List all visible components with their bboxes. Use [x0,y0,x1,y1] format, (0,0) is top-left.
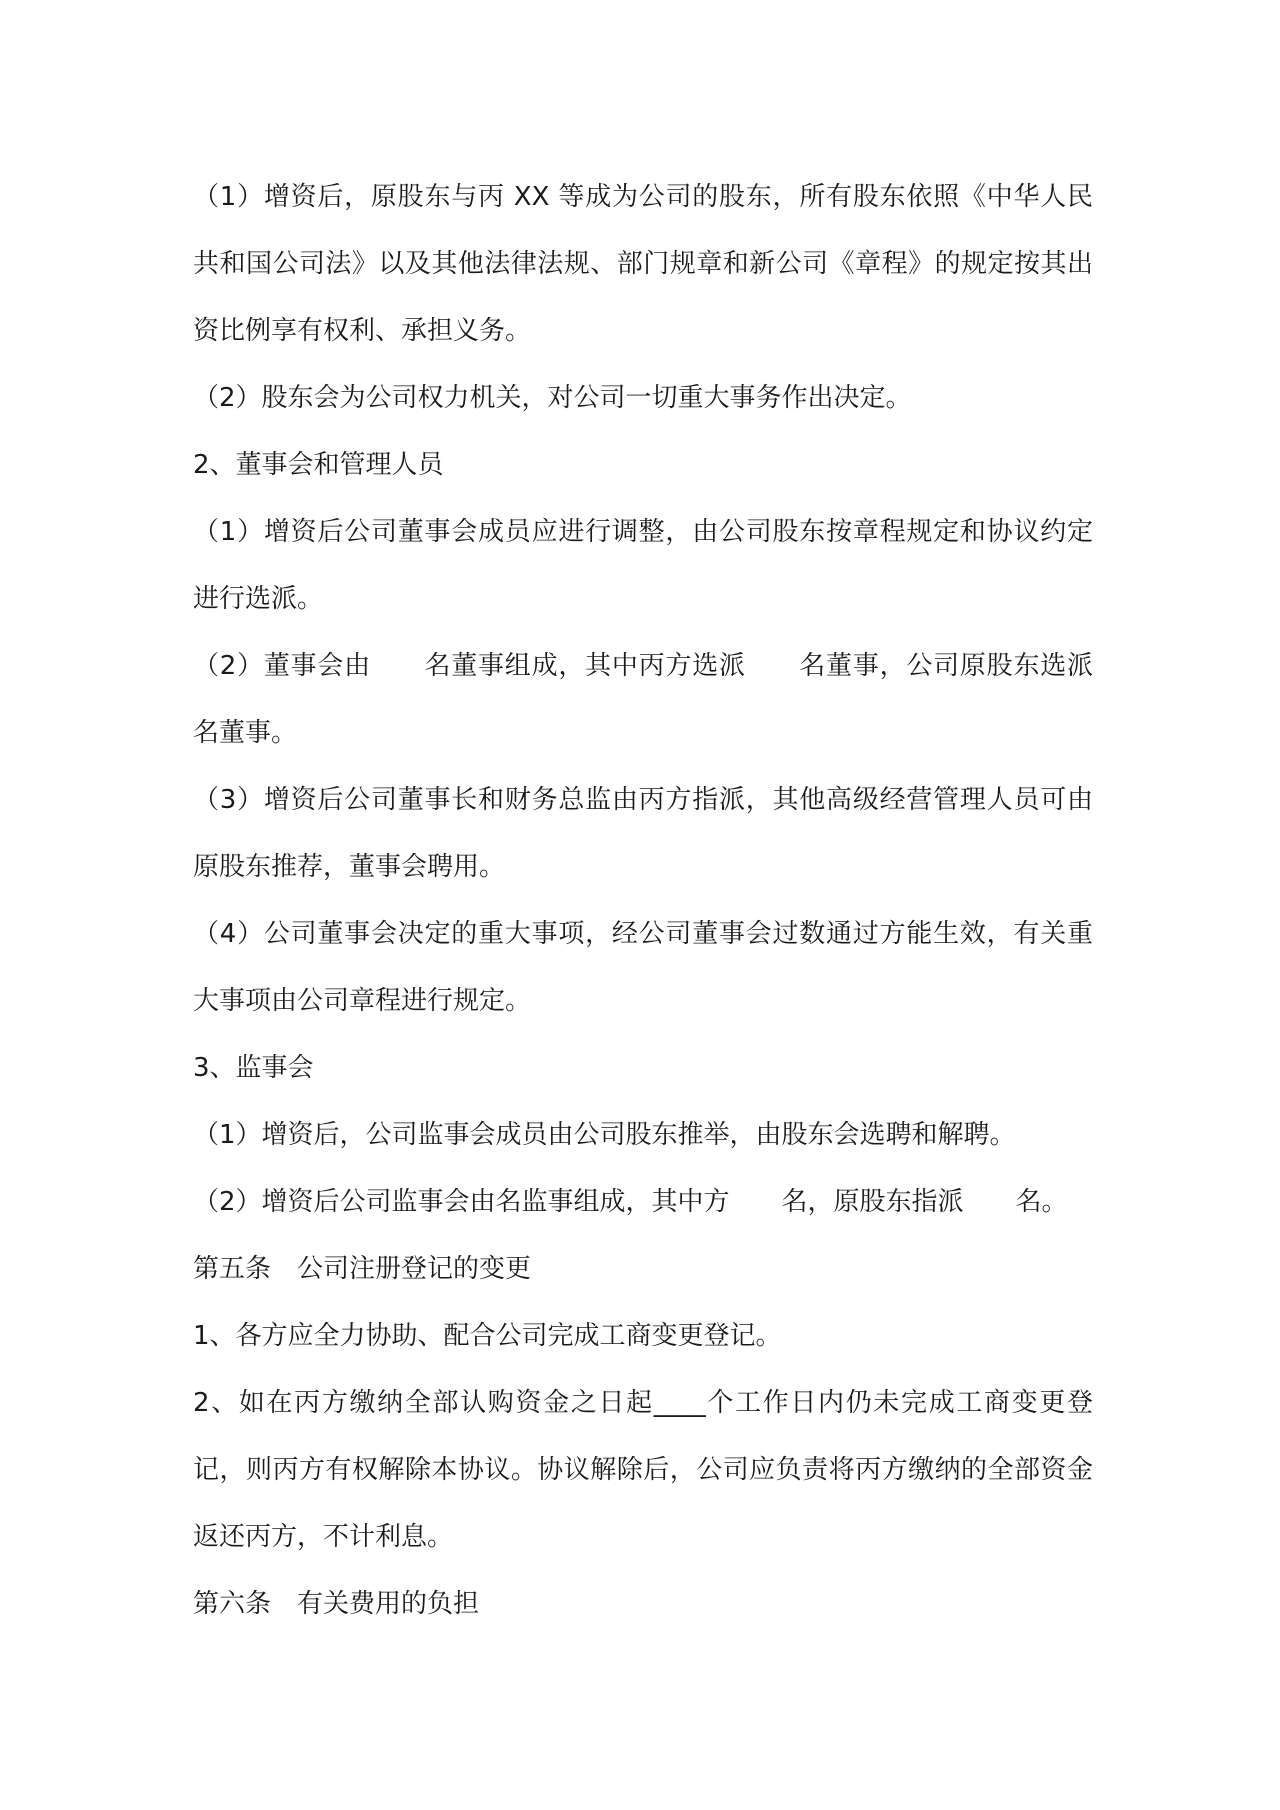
heading-supervisory-board: 3、监事会 [193,1053,314,1083]
paragraph-board-decisions: （4）公司董事会决定的重大事项，经公司董事会过数通过方能生效，有关重大事项由公司章程进行规定。 [193,919,1093,1016]
document-body [193,164,1146,1638]
heading-article-5: 第五条 公司注册登记的变更 [193,1254,532,1284]
paragraph-chairman-appointment: （3）增资后公司董事长和财务总监由丙方指派，其他高级经营管理人员可由原股东推荐，董事会聘用。 [193,785,1093,882]
heading-article-6: 第六条 有关费用的负担 [193,1589,480,1619]
paragraph-registration-deadline: 2、如在丙方缴纳全部认购资金之日起____个工作日内仍未完成工商变更登记，则丙方有权解除本协议。协议解除后，公司应负责将丙方缴纳的全部资金返还丙方，不计利息。 [193,1388,1093,1552]
paragraph-board-adjustment: （1）增资后公司董事会成员应进行调整，由公司股东按章程规定和协议约定进行选派。 [193,517,1093,614]
paragraph-supervisor-election: （1）增资后，公司监事会成员由公司股东推举，由股东会选聘和解聘。 [193,1120,1016,1150]
paragraph-supervisor-composition: （2）增资后公司监事会由名监事组成，其中方 名，原股东指派 名。 [193,1187,1068,1217]
paragraph-registration-assist: 1、各方应全力协助、配合公司完成工商变更登记。 [193,1321,782,1351]
paragraph-board-composition: （2）董事会由 名董事组成，其中丙方选派 名董事，公司原股东选派 名董事。 [193,651,1146,748]
heading-board-and-management: 2、董事会和管理人员 [193,450,444,480]
paragraph-shareholder-meeting: （2）股东会为公司权力机关，对公司一切重大事务作出决定。 [193,383,912,413]
paragraph-shareholder-rights: （1）增资后，原股东与丙 XX 等成为公司的股东，所有股东依照《中华人民共和国公司法》以及其他法律法规、部门规章和新公司《章程》的规定按其出资比例享有权利、承担义务。 [193,182,1093,346]
